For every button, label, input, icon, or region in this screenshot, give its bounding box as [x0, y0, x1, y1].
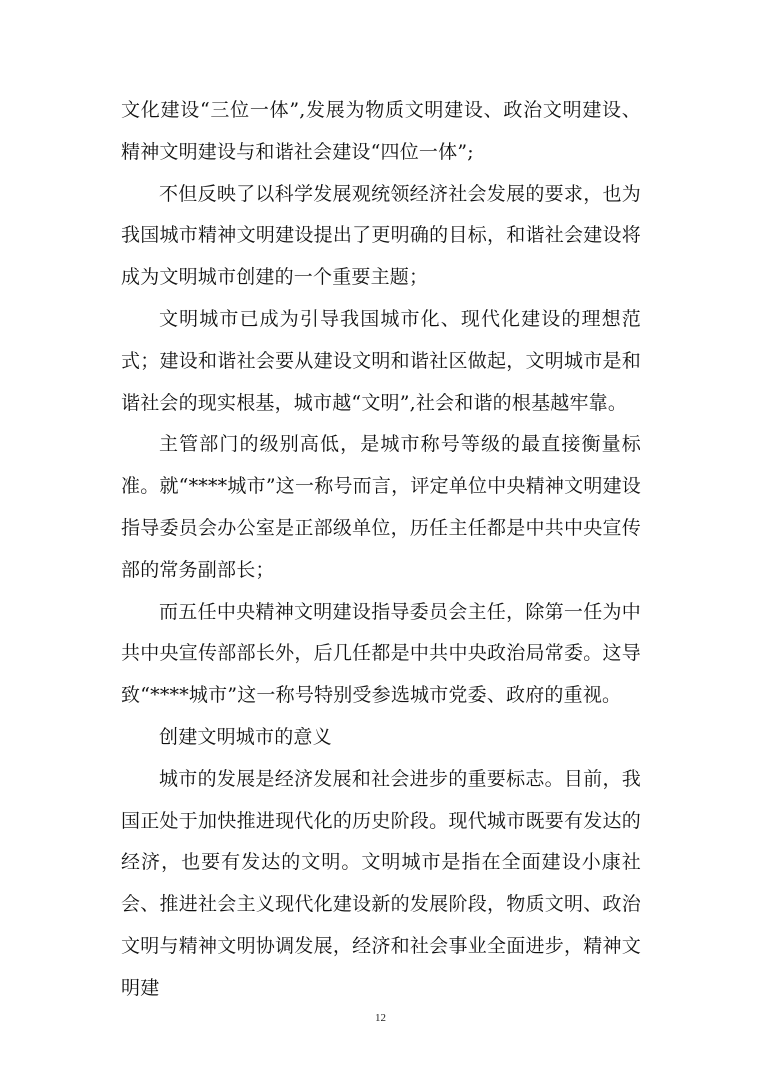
paragraph: 主管部门的级别高低，是城市称号等级的最直接衡量标准。就“****城市”这一称号而言，评定单位中央精神文明建设指导委员会办公室是正部级单位，历任主任都是中共中央宣传部的常务副部长； [121, 433, 641, 581]
paragraph-continuation: 文化建设“三位一体”,发展为物质文明建设、政治文明建设、精神文明建设与和谐社会建设“四位一体”; [121, 99, 641, 163]
paragraph: 而五任中央精神文明建设指导委员会主任，除第一任为中共中央宣传部部长外，后几任都是中共中央政治局常委。这导致“****城市”这一称号特别受参选城市党委、政府的重视。 [121, 600, 641, 707]
body-text [121, 90, 641, 1010]
paragraph: 文明城市已成为引导我国城市化、现代化建设的理想范式；建设和谐社会要从建设文明和谐社区做起，文明城市是和谐社会的现实根基，城市越“文明”,社会和谐的根基越牢靠。 [121, 307, 641, 414]
paragraph: 城市的发展是经济发展和社会进步的重要标志。目前，我国正处于加快推进现代化的历史阶段。现代城市既要有发达的经济，也要有发达的文明。文明城市是指在全面建设小康社会、推进社会主义现代化建设新的发展阶段，物质文明、政治文明与精神文明协调发展，经济和社会事业全面进步，精神文明建 [121, 767, 641, 999]
section-heading: 创建文明城市的意义 [159, 725, 332, 748]
page-number: 12 [375, 1012, 386, 1024]
paragraph: 不但反映了以科学发展观统领经济社会发展的要求，也为我国城市精神文明建设提出了更明确的目标，和谐社会建设将成为文明城市创建的一个重要主题； [121, 182, 641, 289]
